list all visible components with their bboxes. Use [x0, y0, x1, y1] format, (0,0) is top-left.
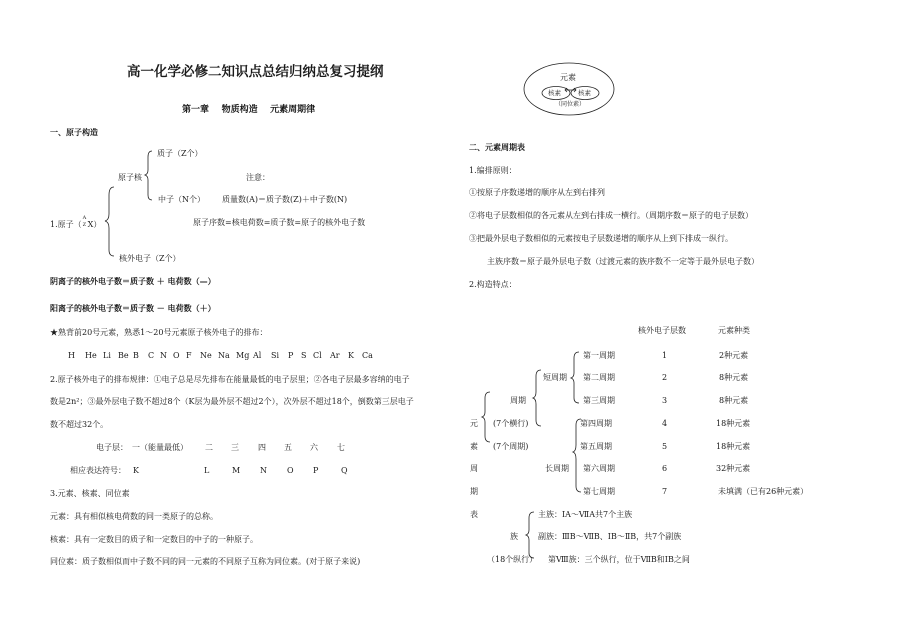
- element-symbol: F: [186, 351, 192, 360]
- layer-1: 一（能量最低）: [132, 443, 188, 452]
- side-char-1: 元: [470, 419, 478, 428]
- tree-note: 注意：: [246, 173, 270, 182]
- layer-6: 六: [310, 443, 318, 452]
- period-element-kinds: 18种元素: [716, 442, 751, 451]
- diagram-nuclide-a: 核素: [548, 89, 561, 97]
- period-layer-count: 4: [662, 419, 668, 428]
- brace-period: [533, 370, 541, 426]
- element-symbol: Be: [118, 351, 129, 360]
- chapter-label: 第一章: [182, 105, 210, 115]
- period-layer-count: 6: [662, 464, 668, 473]
- period-layer-count: 2: [662, 373, 668, 382]
- atom-symbol-x: X）: [87, 220, 102, 229]
- period-layer-count: 1: [662, 351, 668, 360]
- element-symbol: O: [173, 351, 180, 360]
- tree-atom: [50, 215, 102, 229]
- col-header-layers: 核外电子层数: [638, 326, 686, 335]
- principle-4: 主族序数＝原子最外层电子数（过渡元素的族序数不一定等于最外层电子数）: [487, 257, 759, 266]
- period-element-kinds: 8种元素: [719, 373, 749, 382]
- eighteen-columns-label: （18个纵行）: [487, 555, 538, 564]
- symbol-m: M: [232, 466, 241, 475]
- period-name: 第七周期: [583, 487, 615, 496]
- section-element-nuclide-isotope: 3.元素、核素、同位素: [50, 489, 130, 498]
- brace-nucleus: [145, 151, 152, 200]
- symbols-label: 相应表达符号：: [70, 466, 126, 475]
- element-symbol: P: [288, 351, 294, 360]
- principle-heading: 1.编排原则：: [469, 166, 517, 175]
- diagram-isotope: （同位素）: [555, 101, 586, 108]
- period-layer-count: 7: [662, 487, 668, 496]
- period-element-kinds: 32种元素: [716, 464, 751, 473]
- element-symbol: Ar: [330, 351, 340, 360]
- rule-line-1: 2.原子核外电子的排布规律：①电子总是尽先排布在能量最低的电子层里；②各电子层最多容纳的电子: [50, 375, 410, 384]
- symbol-o: O: [287, 466, 294, 475]
- sub-group-line: 副族：ⅢB～ⅦB、ⅠB～ⅡB，共7个副族: [538, 532, 682, 541]
- period-name: 第六周期: [583, 464, 615, 473]
- element-symbol: B: [133, 351, 139, 360]
- side-char-4: 期: [470, 487, 478, 496]
- group-8-line: 第Ⅷ族：三个纵行，位于ⅦB和ⅠB之间: [548, 555, 690, 564]
- cation-rule: 阳离子的核外电子数＝质子数 － 电荷数（＋）: [50, 304, 216, 313]
- period-element-kinds: 18种元素: [716, 419, 751, 428]
- tree-mass-formula: 质量数(A)＝质子数(Z)＋中子数(N): [222, 195, 348, 204]
- element-symbol: Al: [253, 351, 262, 360]
- structure-heading: 2.构造特点：: [469, 280, 517, 289]
- period-element-kinds: 2种元素: [719, 351, 749, 360]
- period-name: 第四周期: [580, 419, 612, 428]
- seven-rows-label: (7个横行): [493, 419, 529, 428]
- definition-isotope: 同位素：质子数相似而中子数不同的同一元素的不同原子互称为同位素。(对于原子来说): [50, 557, 361, 566]
- period-layer-count: 5: [662, 442, 668, 451]
- principle-3: ③把最外层电子数相似的元素按电子层数递增的顺序从上到下排成一纵行。: [469, 234, 733, 243]
- symbol-n: N: [260, 466, 267, 475]
- brace-short: [571, 352, 579, 403]
- element-symbol: N: [160, 351, 167, 360]
- definition-element: 元素：具有相似核电荷数的同一类原子的总称。: [50, 512, 218, 521]
- symbol-q: Q: [341, 466, 348, 475]
- brace-group: [526, 512, 534, 558]
- element-symbol: Ne: [200, 351, 212, 360]
- period-name: 第一周期: [583, 351, 615, 360]
- rule-line-3: 数不超过32个。: [50, 420, 109, 429]
- chapter-topic: 元素周期律: [270, 105, 316, 115]
- element-symbol: Na: [218, 351, 230, 360]
- tree-nucleus: 原子核: [118, 173, 142, 182]
- brace-atom: [105, 187, 114, 256]
- tree-electron: 核外电子（Z个）: [119, 254, 181, 263]
- tree-equality: 原子序数=核电荷数=质子数=原子的核外电子数: [193, 218, 366, 227]
- chapter-name: 物质构造: [221, 105, 258, 115]
- element-symbol: He: [85, 351, 97, 360]
- tree-atom-label: 1.原子（: [50, 220, 82, 229]
- section-periodic-table: 二、元素周期表: [469, 143, 525, 152]
- element-symbol: S: [301, 351, 307, 360]
- tree-proton: 质子（Z个）: [157, 149, 203, 158]
- group-label: 族: [510, 532, 518, 541]
- definition-nuclide: 核素：具有一定数目的质子和一定数目的中子的一种原子。: [50, 535, 258, 544]
- side-char-3: 周: [470, 464, 478, 473]
- layer-3: 三: [231, 443, 239, 452]
- side-char-5: 表: [470, 510, 478, 519]
- element-symbol: C: [148, 351, 155, 360]
- atom-symbol-sup: A: [82, 215, 87, 221]
- layer-7: 七: [337, 443, 345, 452]
- principle-2: ②将电子层数相似的各元素从左到右排成一横行。（周期序数＝原子的电子层数）: [469, 211, 753, 220]
- element-symbol: Li: [103, 351, 111, 360]
- period-name: 第二周期: [583, 373, 615, 382]
- layer-4: 四: [258, 443, 266, 452]
- principle-1: ①按原子序数递增的顺序从左到右排列: [469, 188, 605, 197]
- period-element-kinds: 8种元素: [719, 396, 749, 405]
- atom-symbol-scripts: [82, 215, 88, 228]
- period-element-kinds: 未填满（已有26种元素）: [718, 487, 809, 496]
- seven-periods-label: (7个周期): [493, 442, 529, 451]
- element-symbol: Mg: [236, 351, 250, 360]
- period-name: 第三周期: [583, 396, 615, 405]
- diagram-element-label: 元素: [560, 73, 576, 82]
- nuclide-arrows: [565, 88, 576, 92]
- col-header-kinds: 元素种类: [718, 326, 750, 335]
- side-char-2: 素: [470, 442, 478, 451]
- diagram-nuclide-b: 核素: [578, 89, 591, 97]
- element-symbol: H: [68, 351, 75, 360]
- brace-table: [482, 392, 490, 442]
- layer-2: 二: [205, 443, 213, 452]
- main-group-line: 主族：ⅠA～ⅦA共7个主族: [538, 510, 633, 519]
- symbol-p: P: [313, 466, 319, 475]
- memo-line: ★熟背前20号元素，熟悉1～20号元素原子核外电子的排布：: [50, 328, 268, 337]
- section-atom-structure: 一、原子构造: [50, 128, 98, 137]
- brace-long: [573, 419, 581, 492]
- element-symbol: Cl: [313, 351, 322, 360]
- atom-symbol-sub: Z: [82, 222, 87, 228]
- layer-5: 五: [284, 443, 292, 452]
- document-title: 高一化学必修二知识点总结归纳总复习提纲: [127, 64, 384, 80]
- long-period-label: 长周期: [545, 464, 569, 473]
- period-name: 第五周期: [580, 442, 612, 451]
- anion-rule: 阴离子的核外电子数＝质子数 ＋ 电荷数（—）: [50, 277, 216, 286]
- layers-label: 电子层：: [96, 443, 128, 452]
- symbol-l: L: [204, 466, 210, 475]
- period-layer-count: 3: [662, 396, 668, 405]
- element-symbol: Ca: [362, 351, 373, 360]
- symbol-k: K: [133, 466, 139, 475]
- rule-line-2: 数是2n²；③最外层电子数不超过8个（K层为最外层不超过2个），次外层不超过18个，倒数第三层电子: [50, 397, 414, 406]
- element-symbol: Si: [271, 351, 280, 360]
- tree-neutron: 中子（N个）: [158, 195, 205, 204]
- period-label: 周期: [510, 396, 526, 405]
- short-period-label: 短周期: [543, 373, 567, 382]
- element-symbol: K: [348, 351, 354, 360]
